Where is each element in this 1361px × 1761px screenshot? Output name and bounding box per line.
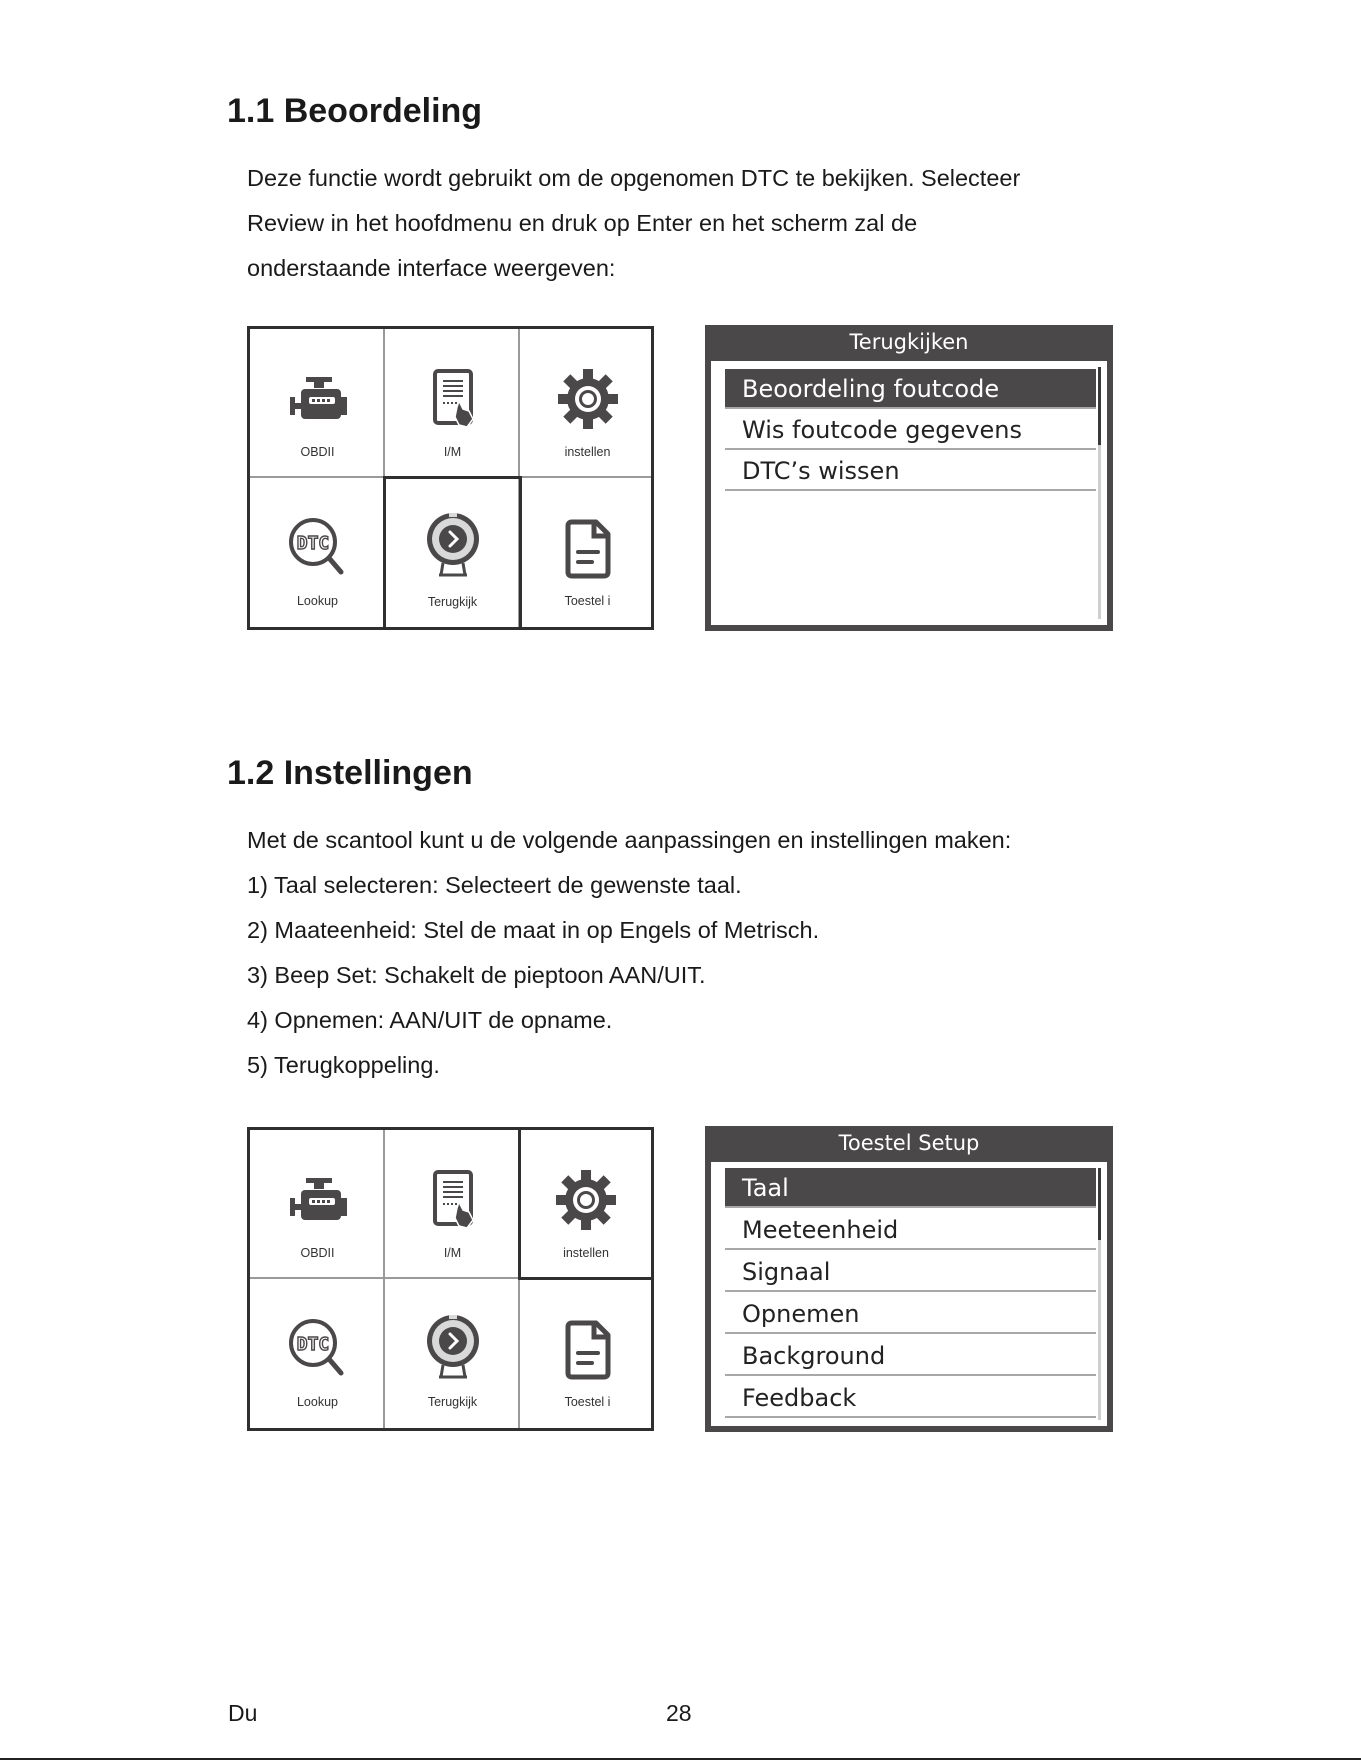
engine-icon <box>278 1162 358 1242</box>
review-description <box>247 156 1020 291</box>
screen-item-feedback[interactable]: Feedback <box>725 1378 1096 1418</box>
screen-item-beep[interactable]: Signaal <box>725 1252 1096 1292</box>
menu-label-im: I/M <box>443 1246 462 1260</box>
section-heading-settings: 1.2 Instellingen <box>227 754 473 792</box>
menu-label-device-info: Toestel i <box>564 594 611 608</box>
menu-label-settings: instellen <box>563 1246 609 1260</box>
menu-tile-device-info[interactable] <box>520 478 655 627</box>
menu-tile-review[interactable] <box>385 1279 520 1428</box>
screen-list <box>711 1162 1107 1426</box>
menu-label-review: Terugkijk <box>427 595 478 609</box>
menu-label-device-info: Toestel i <box>564 1395 611 1409</box>
svg-text:DTC: DTC <box>296 1334 329 1355</box>
menu-tile-im[interactable] <box>385 329 520 478</box>
main-menu-grid-2 <box>247 1127 654 1431</box>
document-icon <box>548 510 628 590</box>
menu-label-lookup: Lookup <box>296 594 338 608</box>
review-line-2: Review in het hoofdmenu en druk op Enter en het scherm zal de <box>247 210 918 236</box>
menu-label-im: I/M <box>443 445 462 459</box>
settings-line-6: 5) Terugkoppeling. <box>247 1052 440 1078</box>
main-menu-grid <box>247 326 654 630</box>
review-screen <box>705 325 1113 631</box>
settings-line-4: 3) Beep Set: Schakelt de pieptoon AAN/UIT. <box>247 962 706 988</box>
scrollbar-thumb[interactable] <box>1098 367 1101 445</box>
menu-label-obdii: OBDII <box>300 1246 335 1260</box>
screen-item-background[interactable]: Background <box>725 1336 1096 1376</box>
menu-label-review: Terugkijk <box>427 1395 478 1409</box>
menu-tile-review[interactable] <box>383 476 522 630</box>
screen-item-unit[interactable]: Meeteenheid <box>725 1210 1096 1250</box>
screen-item-record[interactable]: Opnemen <box>725 1294 1096 1334</box>
device-setup-screen <box>705 1126 1113 1432</box>
review-line-3: onderstaande interface weergeven: <box>247 255 616 281</box>
tablet-icon <box>413 361 493 441</box>
menu-label-settings: instellen <box>564 445 611 459</box>
menu-tile-im[interactable] <box>385 1130 520 1279</box>
footer-language: Du <box>228 1700 258 1726</box>
dtc-magnifier-icon <box>278 1311 358 1391</box>
section-heading-review: 1.1 Beoordeling <box>227 92 483 130</box>
settings-line-2: 1) Taal selecteren: Selecteert de gewenste taal. <box>247 872 742 898</box>
screen-title: Toestel Setup <box>838 1131 980 1155</box>
menu-tile-lookup[interactable] <box>250 478 385 627</box>
screen-item-review-dtc[interactable]: Beoordeling foutcode <box>725 369 1096 409</box>
settings-line-3: 2) Maateenheid: Stel de maat in op Engels of Metrisch. <box>247 917 820 943</box>
review-icon <box>413 1311 493 1391</box>
settings-description <box>247 818 1011 1088</box>
menu-tile-settings[interactable] <box>518 1127 654 1280</box>
gear-icon <box>546 1162 626 1242</box>
menu-tile-device-info[interactable] <box>520 1279 655 1428</box>
svg-text:DTC: DTC <box>296 533 329 554</box>
tablet-icon <box>413 1162 493 1242</box>
page-number: 28 <box>666 1700 692 1726</box>
screen-item-language[interactable]: Taal <box>725 1168 1096 1208</box>
review-line-1: Deze functie wordt gebruikt om de opgenomen DTC te bekijken. Selecteer <box>247 165 1021 191</box>
document-icon <box>548 1311 628 1391</box>
menu-tile-obdii[interactable] <box>250 329 385 478</box>
gear-icon <box>548 361 628 441</box>
dtc-magnifier-icon <box>278 510 358 590</box>
menu-label-obdii: OBDII <box>300 445 335 459</box>
scrollbar-thumb[interactable] <box>1098 1168 1101 1240</box>
menu-tile-settings[interactable] <box>520 329 655 478</box>
engine-icon <box>278 361 358 441</box>
menu-label-lookup: Lookup <box>296 1395 338 1409</box>
settings-line-1: Met de scantool kunt u de volgende aanpassingen en instellingen maken: <box>247 827 1012 853</box>
screen-scrollbar[interactable] <box>1098 367 1101 619</box>
review-icon <box>413 509 493 589</box>
screen-item-freeze-frame[interactable]: Wis foutcode gegevens <box>725 410 1096 450</box>
bottom-rule <box>0 1758 1361 1760</box>
screen-title: Terugkijken <box>849 330 969 354</box>
screen-scrollbar[interactable] <box>1098 1168 1101 1420</box>
menu-tile-obdii[interactable] <box>250 1130 385 1279</box>
screen-list <box>711 361 1107 625</box>
screen-item-clear-dtcs[interactable]: DTC’s wissen <box>725 451 1096 491</box>
menu-tile-lookup[interactable] <box>250 1279 385 1428</box>
settings-line-5: 4) Opnemen: AAN/UIT de opname. <box>247 1007 613 1033</box>
